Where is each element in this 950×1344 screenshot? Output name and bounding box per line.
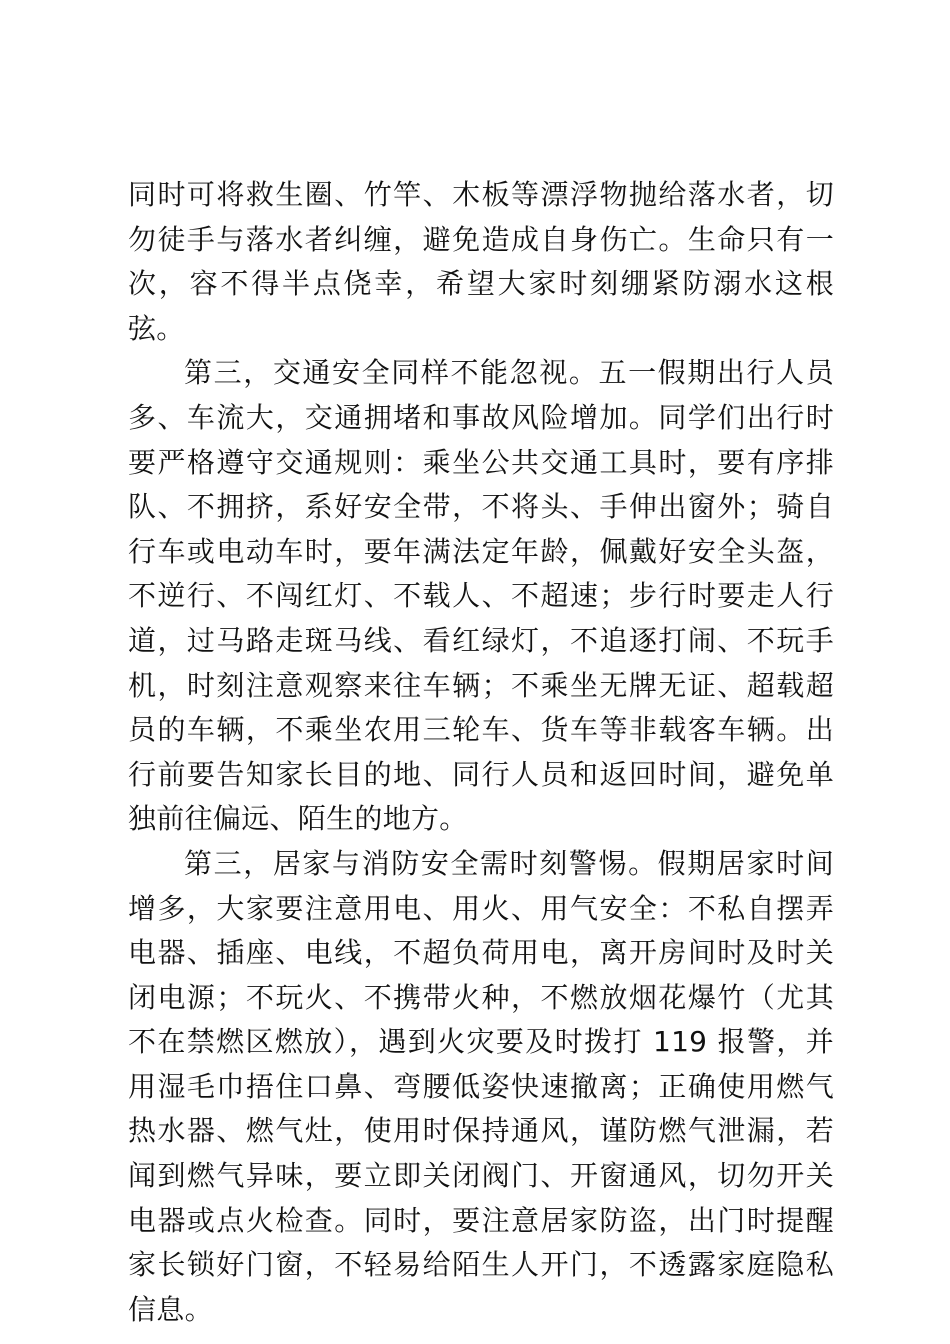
paragraph-drowning-continuation: 同时可将救生圈、竹竿、木板等漂浮物抛给落水者，切勿徒手与落水者纠缠，避免造成自身伤亡。生命只有一次，容不得半点侥幸，希望大家时刻绷紧防溺水这根弦。 [128,178,834,345]
paragraph-traffic-safety: 第三，交通安全同样不能忽视。五一假期出行人员多、车流大，交通拥堵和事故风险增加。同学们出行时要严格遵守交通规则：乘坐公共交通工具时，要有序排队、不拥挤，系好安全带，不将头、手伸出窗外；骑自行车或电动车时，要年满法定年龄，佩戴好安全头盔，不逆行、不闯红灯、不载人、不超速；步行时要走人行道，过马路走斑马线、看红绿灯，不追逐打闹、不玩手机，时刻注意观察来往车辆；不乘坐无牌无证、超载超员的车辆，不乘坐农用三轮车、货车等非载客车辆。出行前要告知家长目的地、同行人员和返回时间，避免单独前往偏远、陌生的地方。 [128,356,834,836]
paragraph-home-fire-safety: 第三，居家与消防安全需时刻警惕。假期居家时间增多，大家要注意用电、用火、用气安全：不私自摆弄电器、插座、电线，不超负荷用电，离开房间时及时关闭电源；不玩火、不携带火种，不燃放烟花爆竹（尤其不在禁燃区燃放），遇到火灾要及时拨打 119 报警，并用湿毛巾捂住口鼻、弯腰低姿快速撤离；正确使用燃气热水器、燃气灶，使用时保持通风，谨防燃气泄漏，若闻到燃气异味，要立即关闭阀门、开窗通风，切勿开关电器或点火检查。同时，要注意居家防盗，出门时提醒家长锁好门窗，不轻易给陌生人开门，不透露家庭隐私信息。 [128,846,834,1326]
document-body [128,173,834,1332]
